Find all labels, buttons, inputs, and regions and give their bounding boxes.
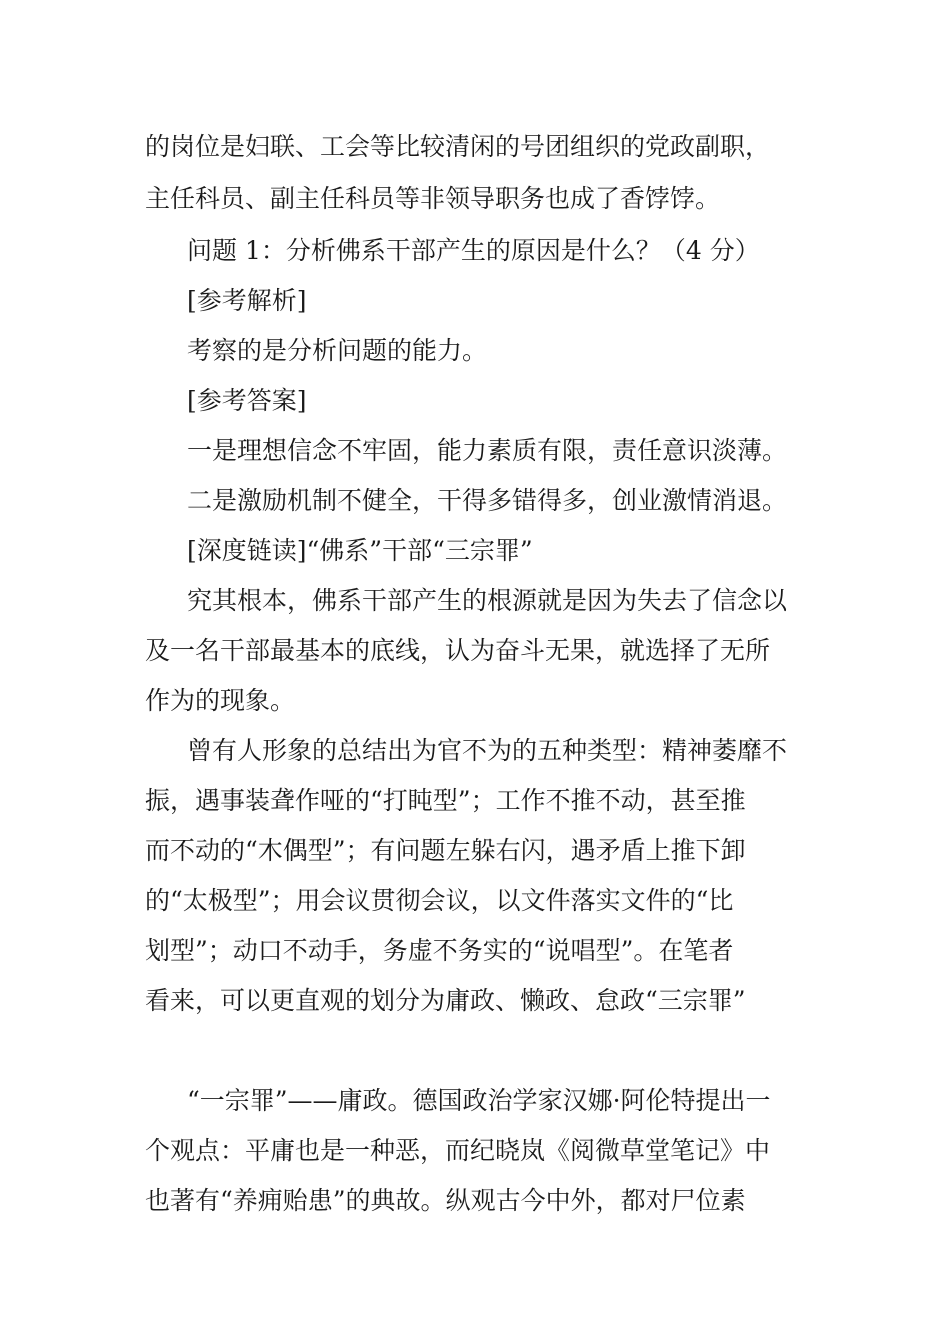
text-line: 曾有人形象的总结出为官不为的五种类型：精神萎靡不 [187, 736, 788, 765]
section-label: [深度链读]“佛系”干部“三宗罪” [187, 536, 533, 565]
text-line: 考察的是分析问题的能力。 [187, 336, 488, 365]
text-line: 而不动的“木偶型”；有问题左躲右闪，遇矛盾上推下卸 [145, 836, 746, 865]
text-line: 看来，可以更直观的划分为庸政、懒政、怠政“三宗罪” [145, 986, 746, 1015]
text-line: 划型”；动口不动手，务虚不务实的“说唱型”。在笔者 [145, 936, 734, 965]
text-line: 二是激励机制不健全，干得多错得多，创业激情消退。 [187, 486, 788, 515]
text-line: “一宗罪”——庸政。德国政治学家汉娜·阿伦特提出一 [187, 1086, 771, 1115]
text-line: 的岗位是妇联、工会等比较清闲的号团组织的党政副职， [145, 132, 771, 161]
section-label: [参考解析] [187, 286, 307, 315]
section-label: [参考答案] [187, 386, 307, 415]
text-line: 也著有“养痈贻患”的典故。纵观古今中外，都对尸位素 [145, 1186, 746, 1215]
text-line: 主任科员、副主任科员等非领导职务也成了香饽饽。 [145, 184, 721, 213]
text-line: 的“太极型”；用会议贯彻会议，以文件落实文件的“比 [145, 886, 734, 915]
text-line: 一是理想信念不牢固，能力素质有限，责任意识淡薄。 [187, 436, 788, 465]
text-line: 究其根本，佛系干部产生的根源就是因为失去了信念以 [187, 586, 788, 615]
question-line: 问题 1：分析佛系干部产生的原因是什么？（4 分） [187, 236, 760, 265]
text-line: 及一名干部最基本的底线，认为奋斗无果，就选择了无所 [145, 636, 771, 665]
text-line: 作为的现象。 [145, 686, 296, 715]
text-line: 振，遇事装聋作哑的“打盹型”；工作不推不动，甚至推 [145, 786, 746, 815]
text-line: 个观点：平庸也是一种恶，而纪晓岚《阅微草堂笔记》中 [145, 1136, 771, 1165]
